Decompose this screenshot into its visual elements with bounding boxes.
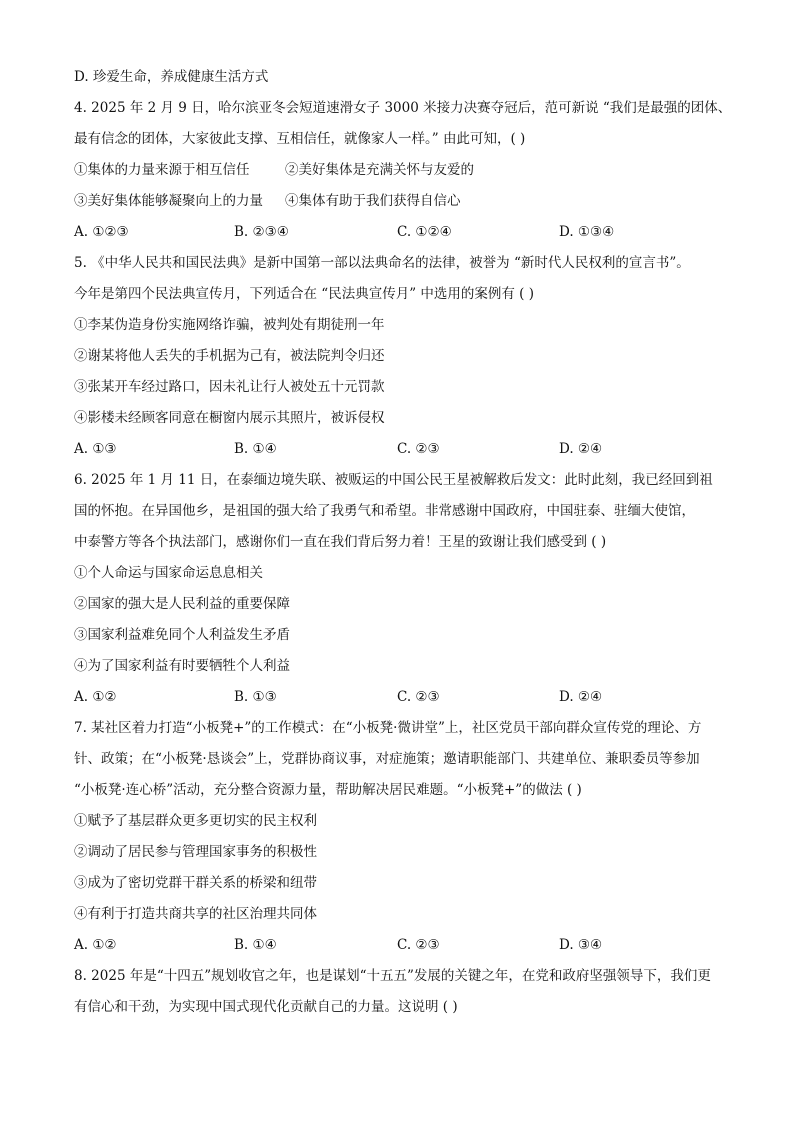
q7-option-c[interactable]: C. ②③	[397, 937, 440, 953]
question-6	[74, 465, 724, 713]
q4-statement-2: ②美好集体是充满关怀与友爱的	[285, 162, 474, 178]
q7-statement-2: ②调动了居民参与管理国家事务的积极性	[74, 844, 317, 860]
q5-statement-2: ②谢某将他人丢失的手机据为己有，被法院判令归还	[74, 348, 385, 364]
q7-options	[74, 930, 724, 961]
q6-option-d[interactable]: D. ②④	[559, 689, 603, 705]
question-7	[74, 713, 724, 961]
q7-statement-1: ①赋予了基层群众更多更切实的民主权利	[74, 813, 317, 829]
document-page	[74, 62, 732, 1023]
q3-option-d: D. 珍爱生命，养成健康生活方式	[74, 69, 269, 85]
q4-statements-row-2	[74, 186, 724, 217]
q4-options	[74, 217, 724, 248]
q5-option-a[interactable]: A. ①③	[74, 441, 117, 457]
q6-option-a[interactable]: A. ①②	[74, 689, 117, 705]
q6-stem-line-1: 6. 2025 年 1 月 11 日，在泰缅边境失联、被贩运的中国公民王星被解救后发文：此时此刻，我已经回到祖	[74, 472, 713, 488]
q4-option-c[interactable]: C. ①②④	[397, 224, 452, 240]
q5-option-c[interactable]: C. ②③	[397, 441, 440, 457]
question-5	[74, 248, 724, 465]
q4-option-d[interactable]: D. ①③④	[559, 224, 615, 240]
q5-statement-4: ④影楼未经顾客同意在橱窗内展示其照片，被诉侵权	[74, 410, 385, 426]
q7-option-a[interactable]: A. ①②	[74, 937, 117, 953]
question-4	[74, 93, 732, 248]
q6-stem-line-3: 中泰警方等各个执法部门，感谢你们一直在我们背后努力着！王星的致谢让我们感受到 ( )	[74, 534, 607, 550]
q6-stem-line-2: 国的怀抱。在异国他乡，是祖国的强大给了我勇气和希望。非常感谢中国政府，中国驻泰、驻缅大使馆，	[74, 503, 695, 519]
q8-stem-line-1: 8. 2025 年是“十四五”规划收官之年，也是谋划“十五五”发展的关键之年，在党和政府坚强领导下，我们更	[74, 968, 711, 984]
q7-stem-line-1: 7. 某社区着力打造“小板凳+”的工作模式：在“小板凳·微讲堂”上，社区党员干部向群众宣传党的理论、方	[74, 720, 702, 736]
q5-statement-1: ①李某伪造身份实施网络诈骗，被判处有期徒刑一年	[74, 317, 385, 333]
q4-stem-line-2: 最有信念的团体，大家彼此支撑、互相信任，就像家人一样。” 由此可知，( )	[74, 131, 526, 147]
q4-stem-line-1: 4. 2025 年 2 月 9 日，哈尔滨亚冬会短道速滑女子 3000 米接力决赛夺冠后，范可新说 “我们是最强的团体、	[74, 100, 732, 116]
q6-statement-2: ②国家的强大是人民利益的重要保障	[74, 596, 290, 612]
q4-option-b[interactable]: B. ②③④	[234, 224, 289, 240]
q7-statement-3: ③成为了密切党群干群关系的桥梁和纽带	[74, 875, 317, 891]
q5-stem-line-1: 5. 《中华人民共和国民法典》是新中国第一部以法典命名的法律，被誉为 “新时代人民权利的宣言书”。	[74, 255, 690, 271]
question-8	[74, 961, 724, 1023]
q6-option-b[interactable]: B. ①③	[234, 689, 277, 705]
q6-statement-3: ③国家利益难免同个人利益发生矛盾	[74, 627, 290, 643]
q4-statement-1: ①集体的力量来源于相互信任	[74, 162, 250, 178]
q5-option-b[interactable]: B. ①④	[234, 441, 277, 457]
q7-option-d[interactable]: D. ③④	[559, 937, 603, 953]
q7-stem-line-3: “小板凳·连心桥”活动，充分整合资源力量，帮助解决居民难题。“小板凳+”的做法 ( )	[74, 782, 582, 798]
q7-statement-4: ④有利于打造共商共享的社区治理共同体	[74, 906, 317, 922]
q6-statement-1: ①个人命运与国家命运息息相关	[74, 565, 263, 581]
q6-options	[74, 682, 724, 713]
q4-option-a[interactable]: A. ①②③	[74, 224, 129, 240]
q4-statements-row-1	[74, 155, 724, 186]
q8-stem-line-2: 有信心和干劲，为实现中国式现代化贡献自己的力量。这说明 ( )	[74, 999, 458, 1015]
q5-statement-3: ③张某开车经过路口，因未礼让行人被处五十元罚款	[74, 379, 385, 395]
q5-option-d[interactable]: D. ②④	[559, 441, 603, 457]
q7-stem-line-2: 针、政策；在“小板凳·恳谈会”上，党群协商议事，对症施策；邀请职能部门、共建单位、兼职委员等参加	[74, 751, 700, 767]
q7-option-b[interactable]: B. ①④	[234, 937, 277, 953]
q6-option-c[interactable]: C. ②③	[397, 689, 440, 705]
q5-stem-line-2: 今年是第四个民法典宣传月，下列适合在 “民法典宣传月” 中选用的案例有 ( )	[74, 286, 535, 302]
q5-options	[74, 434, 724, 465]
q4-statement-4: ④集体有助于我们获得自信心	[285, 193, 461, 209]
q4-statement-3: ③美好集体能够凝聚向上的力量	[74, 193, 263, 209]
q6-statement-4: ④为了国家利益有时要牺牲个人利益	[74, 658, 290, 674]
